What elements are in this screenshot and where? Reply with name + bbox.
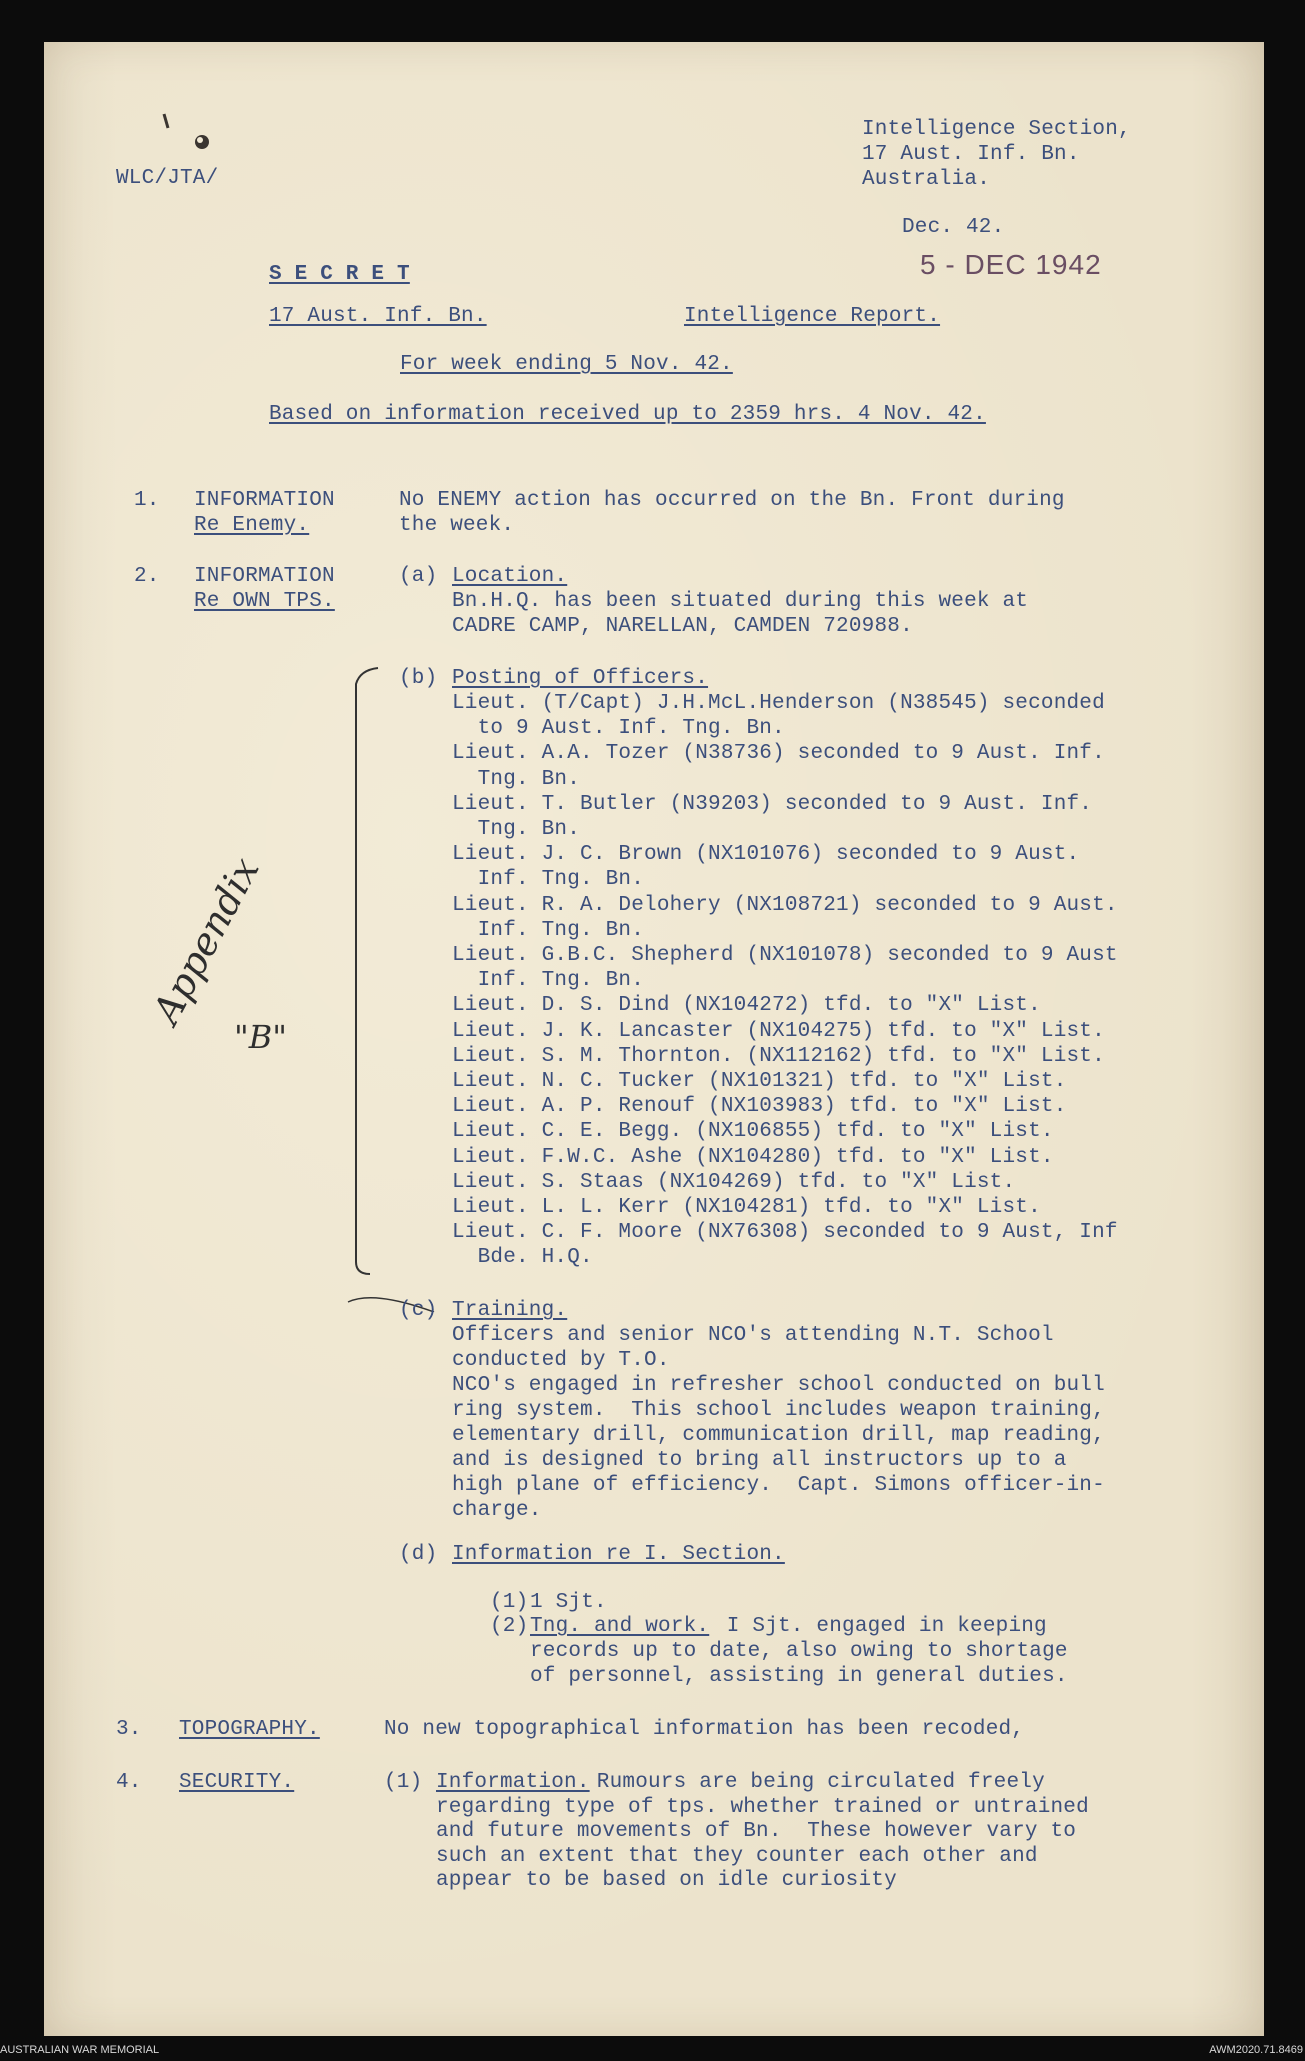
section-1-text-2: the week. bbox=[399, 514, 515, 537]
reference-code: WLC/JTA/ bbox=[116, 167, 219, 190]
report-title: Intelligence Report. bbox=[684, 305, 941, 328]
address-line-2: 17 Aust. Inf. Bn. bbox=[862, 143, 1080, 166]
subsection-a-line-1: Bn.H.Q. has been situated during this week at bbox=[452, 590, 1029, 613]
s4-lines-line: regarding type of tps. whether trained or untrained bbox=[436, 1795, 1089, 1819]
b-lines-line: Lieut. A.A. Tozer (N38736) seconded to 9 Aust. Inf. bbox=[452, 742, 1105, 766]
b-lines-line: Lieut. C. F. Moore (NX76308) seconded to 9 Aust, Inf bbox=[452, 1221, 1118, 1245]
b-lines-line: Lieut. G.B.C. Shepherd (NX101078) seconded to 9 Aust bbox=[452, 944, 1118, 967]
d-item-1-label: (1) bbox=[490, 1591, 529, 1614]
d-item-2-line-3: of personnel, assisting in general duties. bbox=[530, 1665, 1068, 1688]
b-lines-line: to 9 Aust. Inf. Tng. Bn. bbox=[452, 717, 785, 741]
address-line-1: Intelligence Section, bbox=[862, 118, 1131, 141]
b-lines-line: Inf. Tng. Bn. bbox=[452, 969, 645, 993]
d-item-2-label: (2) bbox=[490, 1615, 529, 1638]
c-lines-line: conducted by T.O. bbox=[452, 1349, 670, 1372]
subsection-a-heading: Location. bbox=[452, 565, 568, 588]
subsection-b-heading: Posting of Officers. bbox=[452, 667, 709, 690]
b-lines-line: Lieut. (T/Capt) J.H.McL.Henderson (N38545) seconded bbox=[452, 692, 1105, 715]
section-1-text-1: No ENEMY action has occurred on the Bn. Front during bbox=[399, 489, 1065, 512]
b-lines-line: Lieut. S. Staas (NX104269) tfd. to "X" List. bbox=[452, 1170, 1016, 1194]
c-lines-line: ring system. This school includes weapon training, bbox=[452, 1399, 1105, 1422]
b-lines-line: Lieut. A. P. Renouf (NX103983) tfd. to "X" List. bbox=[452, 1095, 1067, 1119]
subsection-b-label: (b) bbox=[399, 667, 438, 690]
b-lines-line: Lieut. T. Butler (N39203) seconded to 9 Aust. Inf. bbox=[452, 792, 1093, 816]
s4-lines-line: Rumours are being circulated freely bbox=[584, 1771, 1045, 1794]
section-4-label: (1) bbox=[384, 1771, 423, 1794]
b-lines-line: Lieut. F.W.C. Ashe (NX104280) tfd. to "X" List. bbox=[452, 1145, 1054, 1169]
c-lines-line: charge. bbox=[452, 1499, 542, 1522]
b-lines-line: Lieut. N. C. Tucker (NX101321) tfd. to "X" List. bbox=[452, 1070, 1067, 1093]
b-lines-line: Lieut. D. S. Dind (NX104272) tfd. to "X" List. bbox=[452, 994, 1041, 1018]
d-item-2-heading: Tng. and work. bbox=[530, 1615, 710, 1638]
c-lines-line: elementary drill, communication drill, map reading, bbox=[452, 1424, 1105, 1447]
section-3-number: 3. bbox=[116, 1718, 142, 1741]
section-3-heading: TOPOGRAPHY. bbox=[179, 1718, 320, 1741]
document-page bbox=[44, 42, 1264, 2036]
section-3-text: No new topographical information has been recoded, bbox=[384, 1718, 1025, 1741]
subsection-c-heading: Training. bbox=[452, 1299, 568, 1322]
b-lines-line: Lieut. J. C. Brown (NX101076) seconded to 9 Aust. bbox=[452, 843, 1080, 867]
subsection-c-label: (c) bbox=[399, 1299, 438, 1322]
based-on-line: Based on information received up to 2359 hrs. 4 Nov. 42. bbox=[269, 403, 986, 426]
section-2-heading-2: Re OWN TPS. bbox=[194, 590, 335, 613]
footer-left: AUSTRALIAN WAR MEMORIAL bbox=[0, 2044, 160, 2056]
section-2-number: 2. bbox=[134, 565, 160, 588]
s4-lines-line: such an extent that they counter each other and bbox=[436, 1844, 1038, 1868]
b-lines-line: Lieut. L. L. Kerr (NX104281) tfd. to "X" List. bbox=[452, 1196, 1041, 1219]
s4-lines-line: appear to be based on idle curiosity bbox=[436, 1869, 897, 1892]
subsection-d-label: (d) bbox=[399, 1543, 438, 1566]
b-lines-line: Inf. Tng. Bn. bbox=[452, 918, 645, 942]
c-lines-line: and is designed to bring all instructors up to a bbox=[452, 1449, 1067, 1472]
b-lines-line: Tng. Bn. bbox=[452, 767, 581, 791]
week-ending: For week ending 5 Nov. 42. bbox=[400, 353, 733, 376]
section-1-number: 1. bbox=[134, 489, 160, 512]
section-1-heading-1: INFORMATION bbox=[194, 489, 335, 512]
handwritten-appendix-letter: "B" bbox=[234, 1018, 287, 1056]
footer-right: AWM2020.71.8469 bbox=[1209, 2044, 1303, 2056]
address-line-3: Australia. bbox=[862, 168, 991, 191]
c-lines-line: high plane of efficiency. Capt. Simons officer-in- bbox=[452, 1474, 1105, 1497]
subsection-a-label: (a) bbox=[399, 565, 438, 588]
subsection-a-line-2: CADRE CAMP, NARELLAN, CAMDEN 720988. bbox=[452, 615, 913, 638]
c-lines-line: Officers and senior NCO's attending N.T. School bbox=[452, 1324, 1054, 1347]
c-lines-line: NCO's engaged in refresher school conducted on bull bbox=[452, 1374, 1105, 1397]
section-4-number: 4. bbox=[116, 1771, 142, 1794]
handwritten-appendix-note: Appendix bbox=[144, 850, 268, 1031]
section-4-subheading: Information. bbox=[436, 1771, 590, 1794]
b-lines-line: Tng. Bn. bbox=[452, 818, 581, 841]
b-lines-line: Inf. Tng. Bn. bbox=[452, 868, 645, 892]
s4-lines-line: and future movements of Bn. These however vary to bbox=[436, 1820, 1077, 1843]
b-lines-line: Bde. H.Q. bbox=[452, 1246, 593, 1270]
d-item-2-line-2: records up to date, also owing to shortage bbox=[530, 1640, 1068, 1663]
b-lines-line: Lieut. C. E. Begg. (NX106855) tfd. to "X" List. bbox=[452, 1120, 1054, 1144]
b-lines-line: Lieut. S. M. Thornton. (NX112162) tfd. to "X" List. bbox=[452, 1044, 1105, 1068]
typed-date: Dec. 42. bbox=[902, 216, 1005, 239]
d-item-2-line-1: I Sjt. engaged in keeping bbox=[714, 1615, 1047, 1638]
handwritten-bracket bbox=[334, 662, 454, 1312]
unit-name: 17 Aust. Inf. Bn. bbox=[269, 305, 487, 328]
section-2-heading-1: INFORMATION bbox=[194, 565, 335, 588]
d-item-1-text: 1 Sjt. bbox=[530, 1591, 607, 1614]
date-stamp: 5 - DEC 1942 bbox=[920, 249, 1102, 280]
section-4-heading: SECURITY. bbox=[179, 1771, 295, 1794]
b-lines-line: Lieut. J. K. Lancaster (NX104275) tfd. to "X" List. bbox=[452, 1019, 1105, 1043]
section-1-heading-2: Re Enemy. bbox=[194, 514, 310, 537]
b-lines-line: Lieut. R. A. Delohery (NX108721) seconded to 9 Aust. bbox=[452, 893, 1118, 917]
subsection-d-heading: Information re I. Section. bbox=[452, 1543, 785, 1566]
classification: S E C R E T bbox=[269, 263, 410, 286]
